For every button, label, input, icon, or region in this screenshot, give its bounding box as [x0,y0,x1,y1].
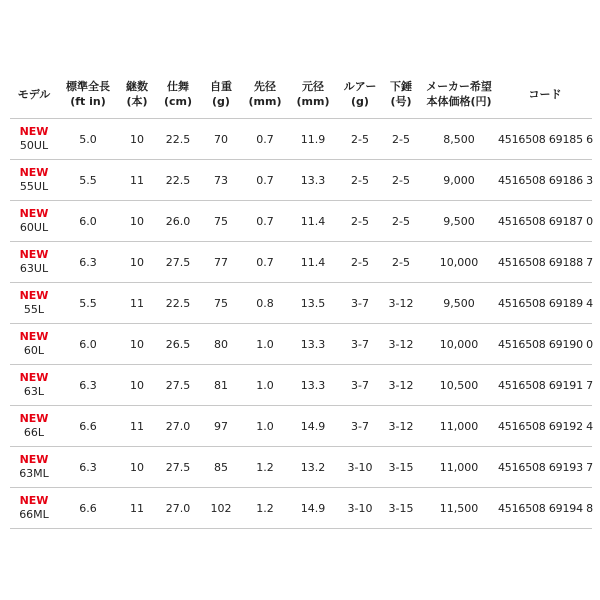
closed-length-cell: 22.5 [156,160,200,201]
header-unit: (ft in) [70,95,106,108]
lure-weight-cell: 2-5 [338,242,382,283]
tip-diameter-cell: 0.7 [242,119,288,160]
table-row [10,283,592,324]
header-lure-weight [338,70,382,119]
header-code [498,70,592,119]
sinker-cell: 3-12 [382,324,420,365]
closed-length-cell: 26.5 [156,324,200,365]
header-label: コード [528,87,562,101]
table-row [10,201,592,242]
code-cell: 4516508 69194 8 [498,488,592,529]
header-label: 下錘 [390,80,412,93]
table-row [10,488,592,529]
pieces-cell: 11 [118,283,156,324]
tip-diameter-cell: 1.2 [242,447,288,488]
header-unit: (g) [212,95,230,108]
header-closed-length [156,70,200,119]
butt-diameter-cell: 13.3 [288,365,338,406]
model-cell [10,160,58,201]
new-badge: NEW [19,166,49,179]
butt-diameter-cell: 14.9 [288,488,338,529]
header-unit: (mm) [296,95,330,108]
lure-weight-cell: 2-5 [338,160,382,201]
header-label: 元径 [302,80,324,93]
butt-diameter-cell: 13.5 [288,283,338,324]
price-cell: 9,000 [420,160,498,201]
model-name: 60L [23,344,45,357]
model-cell [10,488,58,529]
tip-diameter-cell: 0.7 [242,201,288,242]
sinker-cell: 2-5 [382,242,420,283]
weight-cell: 70 [200,119,242,160]
closed-length-cell: 22.5 [156,119,200,160]
model-cell [10,324,58,365]
header-label: メーカー希望 [426,80,492,93]
length-cell: 5.5 [58,160,118,201]
header-model [10,70,58,119]
pieces-cell: 10 [118,365,156,406]
model-cell [10,447,58,488]
butt-diameter-cell: 13.3 [288,324,338,365]
header-label: 先径 [254,80,276,93]
tip-diameter-cell: 0.8 [242,283,288,324]
butt-diameter-cell: 13.3 [288,160,338,201]
header-label: 仕舞 [167,80,189,93]
header-unit: (g) [351,95,369,108]
code-cell: 4516508 69193 7 [498,447,592,488]
length-cell: 6.3 [58,365,118,406]
new-badge: NEW [19,453,49,466]
price-cell: 11,500 [420,488,498,529]
model-name: 63UL [19,262,49,275]
code-cell: 4516508 69185 6 [498,119,592,160]
header-length [58,70,118,119]
pieces-cell: 10 [118,201,156,242]
sinker-cell: 3-12 [382,406,420,447]
length-cell: 5.0 [58,119,118,160]
length-cell: 6.3 [58,447,118,488]
tip-diameter-cell: 1.0 [242,324,288,365]
table-row [10,242,592,283]
code-cell: 4516508 69192 4 [498,406,592,447]
tip-diameter-cell: 0.7 [242,160,288,201]
table-row [10,447,592,488]
sinker-cell: 3-12 [382,365,420,406]
sinker-cell: 2-5 [382,119,420,160]
header-unit: (cm) [163,95,193,108]
model-name: 50UL [19,139,49,152]
model-name: 55L [23,303,45,316]
weight-cell: 85 [200,447,242,488]
pieces-cell: 10 [118,447,156,488]
table-body [10,119,592,529]
code-cell: 4516508 69190 0 [498,324,592,365]
sinker-cell: 3-12 [382,283,420,324]
header-butt-diameter [288,70,338,119]
tip-diameter-cell: 1.0 [242,406,288,447]
table-row [10,119,592,160]
weight-cell: 102 [200,488,242,529]
closed-length-cell: 22.5 [156,283,200,324]
pieces-cell: 11 [118,488,156,529]
closed-length-cell: 26.0 [156,201,200,242]
model-name: 63ML [19,467,49,480]
table-row [10,324,592,365]
weight-cell: 80 [200,324,242,365]
closed-length-cell: 27.5 [156,242,200,283]
lure-weight-cell: 3-7 [338,283,382,324]
model-cell [10,283,58,324]
header-label: 継数 [126,80,148,93]
lure-weight-cell: 3-7 [338,324,382,365]
spec-table [10,70,592,529]
header-row [10,70,592,119]
new-badge: NEW [19,125,49,138]
new-badge: NEW [19,289,49,302]
header-unit: (本) [126,95,148,108]
price-cell: 8,500 [420,119,498,160]
lure-weight-cell: 3-10 [338,488,382,529]
weight-cell: 77 [200,242,242,283]
lure-weight-cell: 3-10 [338,447,382,488]
length-cell: 6.3 [58,242,118,283]
pieces-cell: 11 [118,406,156,447]
pieces-cell: 11 [118,160,156,201]
tip-diameter-cell: 1.2 [242,488,288,529]
price-cell: 10,500 [420,365,498,406]
weight-cell: 73 [200,160,242,201]
price-cell: 9,500 [420,201,498,242]
header-label: 自重 [210,80,232,93]
new-badge: NEW [19,207,49,220]
pieces-cell: 10 [118,324,156,365]
table-row [10,365,592,406]
new-badge: NEW [19,371,49,384]
model-name: 66ML [19,508,49,521]
sinker-cell: 2-5 [382,160,420,201]
header-tip-diameter [242,70,288,119]
sinker-cell: 3-15 [382,488,420,529]
model-cell [10,242,58,283]
header-sinker [382,70,420,119]
length-cell: 6.6 [58,488,118,529]
butt-diameter-cell: 11.4 [288,242,338,283]
weight-cell: 97 [200,406,242,447]
table-row [10,160,592,201]
new-badge: NEW [19,248,49,261]
lure-weight-cell: 2-5 [338,119,382,160]
header-unit: (号) [390,95,412,108]
price-cell: 9,500 [420,283,498,324]
length-cell: 5.5 [58,283,118,324]
tip-diameter-cell: 0.7 [242,242,288,283]
closed-length-cell: 27.5 [156,365,200,406]
lure-weight-cell: 3-7 [338,365,382,406]
lure-weight-cell: 3-7 [338,406,382,447]
pieces-cell: 10 [118,119,156,160]
model-name: 66L [23,426,45,439]
lure-weight-cell: 2-5 [338,201,382,242]
header-label: モデル [17,87,51,101]
price-cell: 10,000 [420,324,498,365]
butt-diameter-cell: 14.9 [288,406,338,447]
length-cell: 6.0 [58,324,118,365]
header-weight [200,70,242,119]
table-row [10,406,592,447]
model-cell [10,119,58,160]
closed-length-cell: 27.0 [156,406,200,447]
price-cell: 10,000 [420,242,498,283]
new-badge: NEW [19,330,49,343]
code-cell: 4516508 69191 7 [498,365,592,406]
sinker-cell: 2-5 [382,201,420,242]
header-label: 標準全長 [66,80,110,93]
new-badge: NEW [19,494,49,507]
code-cell: 4516508 69186 3 [498,160,592,201]
header-unit: 本体価格(円) [426,95,492,108]
model-cell [10,365,58,406]
butt-diameter-cell: 11.4 [288,201,338,242]
weight-cell: 75 [200,283,242,324]
table-header [10,70,592,119]
weight-cell: 81 [200,365,242,406]
header-label: ルアー [343,80,377,93]
new-badge: NEW [19,412,49,425]
butt-diameter-cell: 13.2 [288,447,338,488]
price-cell: 11,000 [420,447,498,488]
closed-length-cell: 27.0 [156,488,200,529]
model-cell [10,201,58,242]
header-price [420,70,498,119]
model-name: 63L [23,385,45,398]
tip-diameter-cell: 1.0 [242,365,288,406]
header-unit: (mm) [248,95,282,108]
butt-diameter-cell: 11.9 [288,119,338,160]
length-cell: 6.6 [58,406,118,447]
sinker-cell: 3-15 [382,447,420,488]
code-cell: 4516508 69188 7 [498,242,592,283]
model-name: 60UL [19,221,49,234]
model-cell [10,406,58,447]
model-name: 55UL [19,180,49,193]
weight-cell: 75 [200,201,242,242]
code-cell: 4516508 69189 4 [498,283,592,324]
price-cell: 11,000 [420,406,498,447]
pieces-cell: 10 [118,242,156,283]
code-cell: 4516508 69187 0 [498,201,592,242]
closed-length-cell: 27.5 [156,447,200,488]
length-cell: 6.0 [58,201,118,242]
header-pieces [118,70,156,119]
